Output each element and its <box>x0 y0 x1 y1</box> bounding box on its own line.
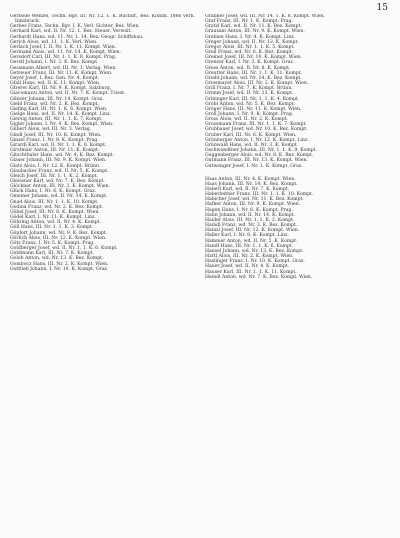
list-entry: Habicher Josef, wd. Nr. 11. K. Bez. Kompt. <box>205 197 304 203</box>
list-entry: Goldmann Karl, III. Nr. 7. K. Kompt. <box>10 251 94 257</box>
list-entry: Ginzel Franz, I. Nr. 8. K. Kompt. Prag. <box>10 137 99 143</box>
list-entry: Godina Franz, wd. Nr. 2. K. Bez. Kompt. <box>10 204 104 210</box>
list-entry: Göpfert Johann, wd. Nr. 9. K. Bez. Kompt. <box>10 230 108 236</box>
list-entry: Gschwandtner Johann, III. Nr. 1. 1. K. 9. Kompt. <box>205 148 318 154</box>
list-entry: Haindl Franz, wd. Nr. 3. K. Bez. Kompt. <box>205 223 298 229</box>
list-entry: Grünwald Hans, wd. II. Nr. 3. K. Kompt. <box>205 142 299 148</box>
list-entry: Gruber Karl, III. Nr. 6. K. Kompt. Wien. <box>205 132 297 138</box>
list-entry: Gibiser Johann, III. Nr. 14. Kompt. Graz. <box>10 96 104 102</box>
list-entry: Graf Franz, III. Nr. 1. K. Kompt. Prag. <box>205 19 293 25</box>
list-entry: Hansel Johann, wd. Nr. 13. K. Bez. Kompt. <box>205 248 304 254</box>
list-entry: Handl Hans, III. Nr. 1. 1. K. 6. Kompt. <box>205 243 294 249</box>
right-column <box>205 14 390 532</box>
list-entry: Hagen Hans, I. Nr. 6. K. Kompt. Prag. <box>205 207 293 213</box>
list-entry: Haslinger Franz, I. Nr. 10. K. Kompt. Graz. <box>205 259 305 265</box>
list-entry: Gleich Josef, III. Nr. 1. 1. K. 2. Kompt. <box>10 173 99 179</box>
list-entry: Gerhard Karl, wd. II. Nr. 12. 1. Bez. Steuer. Verwalt. <box>10 29 132 35</box>
list-entry: Heindl Anton, wd. Nr. 7. K. Bez. Kompt. Wien. <box>205 274 313 280</box>
list-entry: Grimm Josef, wd. II. Nr. 13. K. Kompt. <box>205 91 294 97</box>
list-entry: Göbel Josef, III. Nr. 8. K. Kompt. Wien. <box>10 209 100 215</box>
list-entry: Gress Anton, wd. II. Nr. 8. K. Kompt. <box>205 65 291 71</box>
list-entry: Groll Johann, I. Nr. 9. K. Kompt. Prag. <box>205 111 294 117</box>
list-entry: Grobl Anton, wd. Nr. 5. K. Bez. Kompt. <box>205 101 295 107</box>
list-entry: Gigler Johann, I. Nr. 4. K. Bez. Kompt. Wien. <box>10 122 114 128</box>
right-column-bottom-section <box>205 177 390 280</box>
list-entry: Grininger Karl, III. Nr. 1. 1. K. 4. Kompt. <box>205 96 300 102</box>
list-entry: Gottlieb Johann, I. Nr. 10. K. Kompt. Graz. <box>10 266 109 272</box>
list-entry: Grünberger Anton, I. Nr. 12. K. Kompt. Linz. <box>205 137 309 143</box>
list-entry: Hafner Anton, III. Nr. 9. K. Kompt. Wien. <box>205 202 301 208</box>
list-entry: Greger Johann, wd. II. Nr. 12. K. Kompt. <box>205 39 299 45</box>
list-entry: Gutmann Franz, III. Nr. 13. K. Kompt. Wien. <box>205 158 308 164</box>
list-entry: Gerich Alois, wd. 11. 1. K. Verl. Wien. <box>10 39 98 45</box>
section-gap <box>205 169 390 177</box>
list-entry: Gindl Josef, III. Nr. 10. K. Kompt. Wien. <box>10 132 102 138</box>
list-entry: Haberleitner Franz, III. Nr. 1. 1. K. 10. Kompt. <box>205 192 314 198</box>
list-entry: Giefing Karl, III. Nr. 1. K. 6. Kompt. Wien. <box>10 106 108 112</box>
list-entry: Getreuer Franz, III. Nr. 11. K. Kompt. Wien. <box>10 70 113 76</box>
list-entry: Gfall Hans, wd. II. K. 11. Kompt. Wien. <box>10 81 101 87</box>
list-entry: Hauer Josef, wd. II. Nr. 4. K. Kompt. <box>205 264 290 270</box>
list-entry: Gessmann Albert, wd. III. Nr. 1. Verlag. Wien. <box>10 65 117 71</box>
list-entry: Greil Franz, wd. Nr. 6. K. Bez. Kompt. <box>205 50 294 56</box>
list-entry: Goldberger Josef, wd. II. Nr. 1. 1. K. 6. Kompt. <box>10 246 118 252</box>
list-entry: Grabner Josef, wd. III. Nr. 14. 1. K. 8. Kompt. Wien. <box>205 14 325 19</box>
list-entry: Germann Alois, wd. 11. Nr. 14. K. Kompt. Wien. <box>10 50 122 56</box>
list-entry: Gersdorf Carl, III. Nr. 1. 1. K. 8. Kompt. Prag. <box>10 55 117 61</box>
list-entry: Gombocz Hans, III. Nr. 2. K. Kompt. Wien. <box>10 261 109 267</box>
list-entry: Haller Karl, I. Nr. 8. K. Kompt. Linz. <box>205 233 289 239</box>
list-entry: Griebl Johann, wd. Nr. 14. K. Bez. Kompt. <box>205 75 302 81</box>
list-entry: Gleissner Karl, wd. Nr. 7. K. Bez. Kompt. <box>10 179 105 184</box>
list-entry: Hainzl Josef, III. Nr. 12. K. Kompt. Wien. <box>205 228 300 234</box>
list-entry: Gnad Alois, III. Nr. 1. 1. K. 10. Kompt. <box>10 199 99 205</box>
list-entry: Hammer Anton, wd. II. Nr. 5. K. Kompt. <box>205 238 298 244</box>
list-entry: Geyer Josef, I. Bez. Gen. Nr. 4. Kompt. <box>10 75 100 81</box>
list-entry: Giebl Franz, wd. Nr. 2. K. Bez. Kompt. <box>10 101 99 107</box>
list-entry: Griesmayer Alois, III. Nr. 2. K. Kompt. Wien. <box>205 81 309 87</box>
list-entry: Göll Hans, III. Nr. 1. 1. K. 3. Kompt. <box>10 225 94 231</box>
list-entry: Hahn Johann, wd. II. Nr. 14. K. Kompt. <box>205 212 296 218</box>
right-column-top-section <box>205 14 390 169</box>
list-entry: Gielge Hans, wd. II. Nr. 14. K. Kompt. Linz. <box>10 111 112 117</box>
list-entry: Glöckner Anton, III. Nr. 3. K. Kompt. Wien. <box>10 184 110 190</box>
list-entry: Grossmann Franz, III. Nr. 1. 1. K. 7. Kompt. <box>205 122 307 128</box>
list-entry: Girstmair Anton, III. Nr. 11. K. Kompt. <box>10 148 100 154</box>
list-entry: Hartl Alois, III. Nr. 2. K. Kompt. Wien. <box>205 254 294 260</box>
list-entry: Götz Franz, I. Nr. 5. K. Kompt. Prag. <box>10 240 95 246</box>
list-entry: Göhring Anton, wd. II. Nr. 4. K. Kompt. <box>10 220 102 226</box>
list-entry: Grill Franz, I. Nr. 7. K. Kompt. Brünn. <box>205 86 293 92</box>
list-entry: Gregor Alois, III. Nr. 1. 1. K. 5. Kompt. <box>205 44 295 50</box>
list-entry: Gerbes Franz, Techn. Bgv. I. K. Verl. Sichter, Bez. Wien. <box>10 24 140 30</box>
list-entry: Grenzer Karl, I. Nr. 3. K. Kompt. Graz. <box>205 60 295 66</box>
left-column <box>10 14 195 532</box>
list-entry: Gerstl Johann, I. Nr. 2. K. Bez. Kompt. <box>10 60 99 66</box>
list-entry: Gmeiner Johann, wd. II. Nr. 14. K. Kompt. <box>10 194 108 200</box>
list-entry: Hauser Karl, III. Nr. 1. 1. K. 11. Kompt. <box>205 269 297 275</box>
list-entry: Giersig Anton, III. Nr. 1. 1. K. 7. Kompt. <box>10 117 103 123</box>
list-entry: Greiner Josef, III. Nr. 10. K. Kompt. Wien. <box>205 55 303 61</box>
list-entry: Gratzl Karl, wd. II. Nr. 11. K. Bez. Kompt. <box>205 24 302 30</box>
list-entry: Görlich Alois, III. Nr. 12. K. Kompt. Wien. <box>10 235 107 241</box>
list-entry: Haas Johann, III. Nr. 14. K. Bez. Kompt. <box>205 181 298 187</box>
list-entry: Haas Anton, III. Nr. 4. K. Kompt. Wien. <box>205 176 296 182</box>
list-entry: Grebien Hans, I. Nr. 4. K. Kompt. Linz. <box>205 34 296 40</box>
list-entry: Gross Alois, wd. II. Nr. 2. K. Kompt. <box>205 117 288 123</box>
list-entry: Glaser Johann, III. Nr. 9. K. Kompt. Wien. <box>10 158 107 164</box>
list-entry: Golob Anton, wd. Nr. 13. K. Bez. Kompt. <box>10 256 104 262</box>
list-entry: Gitschthaler Hans, wd. Nr. 4. K. Bez. Kompt. <box>10 153 114 159</box>
list-entry: Gfrerer Karl, III. Nr. 9. K. Kompt. Salzburg. <box>10 86 112 92</box>
list-entry: Haider Alois, III. Nr. 1. 1. K. 2. Kompt. <box>205 217 295 223</box>
list-entry: Gerbode Wenzel, Techn. Bgv. III. Nr. 12. 1. K. Buchdr., Bez. Komm. 1886 verh. Innsbruck. <box>10 14 195 25</box>
list-entry: Guggenberger Alois, wd. Nr. 8. K. Bez. Kompt. <box>205 153 314 159</box>
list-entry: Glück Hans, I. Nr. 6. K. Kompt. Graz. <box>10 189 97 195</box>
list-entry: Glatz Alois, I. Nr. 12. K. Kompt. Brünn. <box>10 163 101 169</box>
columns <box>10 14 390 532</box>
list-entry: Gröger Hans, III. Nr. 11. K. Kompt. Wien. <box>205 106 302 112</box>
page-number: 15 <box>376 3 388 13</box>
list-entry: Haberl Karl, wd. II. Nr. 7. K. Kompt. <box>205 187 290 192</box>
list-entry: Gerhardt Hans, wd. 11. Nr. 1. 14. Bez. Geogr. Schiffsbau. <box>10 34 144 40</box>
list-entry: Grausam Anton, III. Nr. 9. K. Kompt. Wien. <box>205 29 305 35</box>
list-entry: Giacomuzzi Anton, wd. II. Nr. 7. K. Kompt. Triest. <box>10 91 126 97</box>
list-entry: Girardi Karl, wd. II. Nr. 1. 1. K. 8. Kompt. <box>10 142 107 148</box>
list-entry: Gerlach Josef, I. II. Nr. 1. K. 11. Kompt. Wien. <box>10 44 117 50</box>
list-entry: Greutter Hans, III. Nr. 1. 1. K. 11. Kompt. <box>205 70 303 76</box>
list-entry: Glaubacker Franz, wd. II. Nr. 5. K. Kompt. <box>10 168 109 174</box>
list-entry: Gödel Karl, I. Nr. 11. K. Kompt. Linz. <box>10 215 96 221</box>
list-entry: Grubbauer Josef, wd. Nr. 10. K. Bez. Kompt. <box>205 127 308 133</box>
list-entry: Gilbert Alois, wd. III. Nr. 3. Verlag. <box>10 127 92 133</box>
list-entry: Gutwenger Josef, I. Nr. 1. K. Kompt. Graz. <box>205 163 303 169</box>
